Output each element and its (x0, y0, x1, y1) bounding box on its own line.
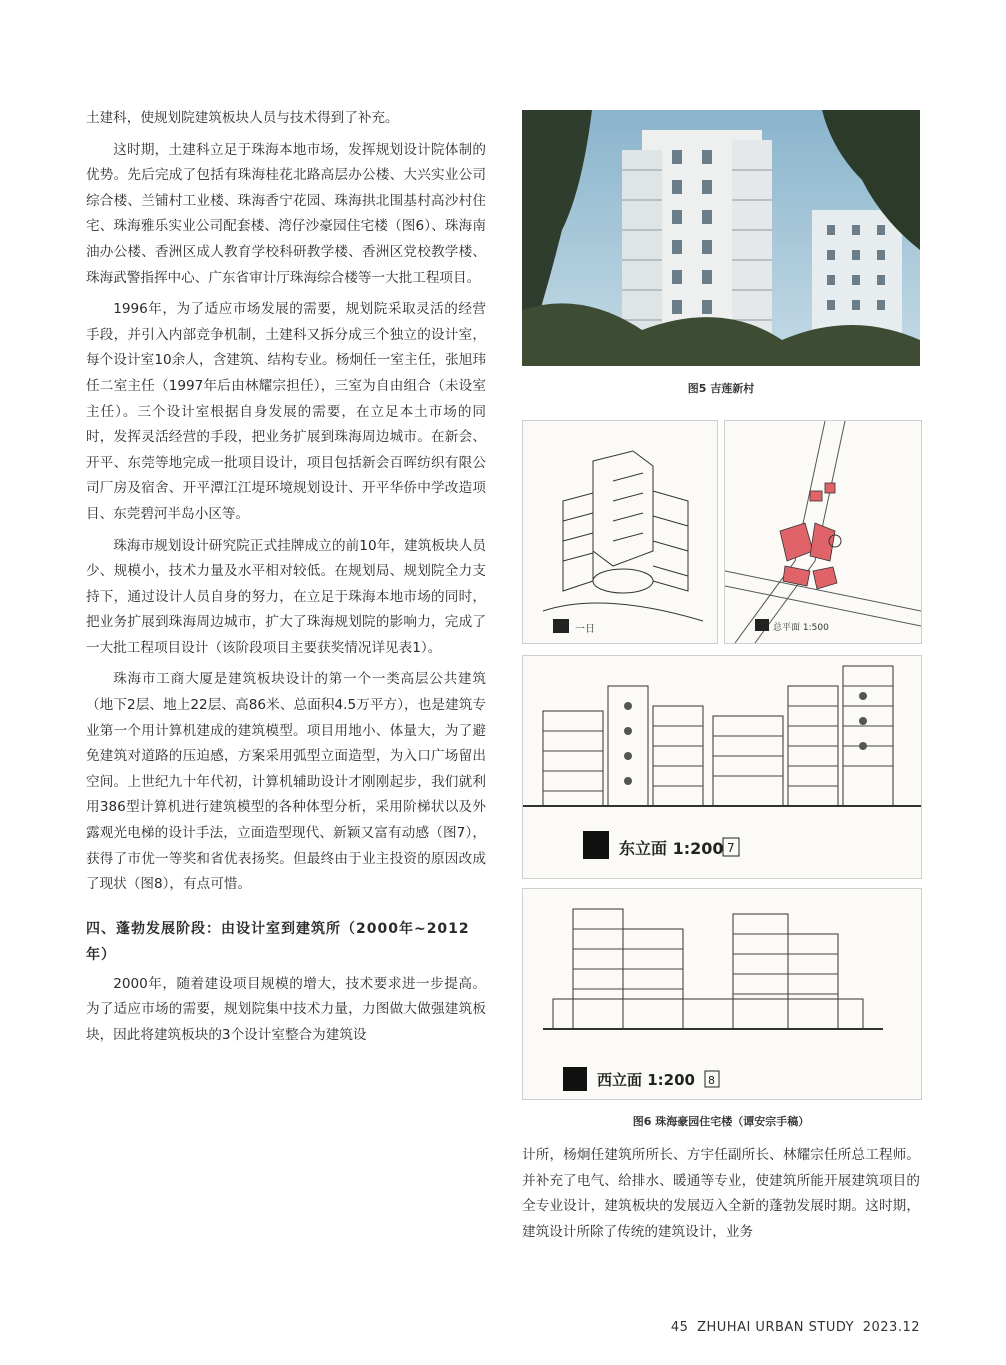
figure-5-photo (522, 110, 920, 366)
figure-6-caption: 图6 珠海豪园住宅楼（谭安宗手稿） (632, 1115, 810, 1128)
figure-6-perspective-sketch (522, 420, 718, 644)
section-paragraph: 2000年，随着建设项目规模的增大，技术要求进一步提高。为了适应市场的需要，规划院集中技术力量，力图做大做强建筑板块，因此将建筑板块的3个设计室整合为建筑设 (86, 975, 486, 1043)
perspective-label: 一日 (575, 624, 595, 635)
figure-6-west-elevation-sketch (522, 888, 922, 1100)
figure-5-caption: 图5 吉莲新村 (687, 382, 755, 395)
west-elevation-number: 8 (708, 1074, 715, 1087)
issue-date: 2023.12 (862, 1320, 920, 1335)
page-number: 45 (670, 1320, 689, 1335)
paragraph-4: 珠海市规划设计研究院正式挂牌成立的前10年，建筑板块人员少、规模小，技术力量及水平相对较低。在规划局、规划院全力支持下，通过设计人员自身的努力，在立足于珠海本地市场的同时，把业务扩展到珠海周边城市，扩大了珠海规划院的影响力，完成了一大批工程项目设计（该阶段项目主要获奖情况详见表1）。 (86, 537, 486, 656)
paragraph-2: 这时期，土建科立足于珠海本地市场，发挥规划设计院体制的优势。先后完成了包括有珠海桂花北路高层办公楼、大兴实业公司综合楼、兰铺村工业楼、珠海香宁花园、珠海拱北围基村高沙村住宅、珠海雅乐实业公司配套楼、湾仔沙豪园住宅楼（图6）、珠海南油办公楼、香洲区成人教育学校科研教学楼、香洲区党校教学楼、珠海武警指挥中心、广东省审计厅珠海综合楼等一大批工程项目。 (86, 141, 486, 286)
right-paragraph: 计所，杨炯任建筑所所长、方宇任副所长、林耀宗任所总工程师。并补充了电气、给排水、暖通等专业，使建筑所能开展建筑项目的全专业设计，建筑板块的发展迈入全新的蓬勃发展时期。这时期，建筑设计所除了传统的建筑设计，业务 (522, 1147, 920, 1240)
paragraph-3: 1996年，为了适应市场发展的需要，规划院采取灵活的经营手段，并引入内部竞争机制，土建科又拆分成三个独立的设计室，每个设计室10余人，含建筑、结构专业。杨炯任一室主任，张旭玮任二室主任（1997年后由林耀宗担任），三室为自由组合（未设室主任）。三个设计室根据自身发展的需要，在立足本土市场的同时，发挥灵活经营的手段，把业务扩展到珠海周边城市。在新会、开平、东莞等地完成一批项目设计，项目包括新会百晖纺织有限公司厂房及宿舍、开平潭江江堤环境规划设计、开平华侨中学改造项目、东莞碧河半岛小区等。 (86, 301, 486, 522)
page-footer (667, 1320, 920, 1335)
section-heading: 四、蓬勃发展阶段：由设计室到建筑所（2000年~2012年） (86, 920, 470, 963)
paragraph-1: 土建科，使规划院建筑板块人员与技术得到了补充。 (86, 110, 399, 126)
figure-6-east-elevation-sketch (522, 655, 922, 879)
paragraph-5: 珠海市工商大厦是建筑板块设计的第一个一类高层公共建筑（地下2层、地上22层、高86米、总面积4.5万平方），也是建筑专业第一个用计算机建成的建筑模型。项目用地小、体量大，为了避免建筑对道路的压迫感，方案采用弧型立面造型，为入口广场留出空间。上世纪九十年代初，计算机辅助设计才刚刚起步，我们就利用386型计算机进行建筑模型的各种体型分析，采用阶梯状以及外露观光电梯的设计手法，立面造型现代、新颖又富有动感（图7），获得了市优一等奖和省优表扬奖。但最终由于业主投资的原因改成了现状（图8），有点可惜。 (86, 671, 486, 893)
east-elevation-label: 东立面 1:200 (619, 839, 724, 858)
journal-name: ZHUHAI URBAN STUDY (697, 1320, 855, 1335)
right-column-text (522, 1143, 920, 1251)
east-elevation-number: 7 (727, 841, 735, 855)
site-plan-label: 总平面 1:500 (773, 623, 829, 633)
left-column (86, 106, 486, 1055)
figure-6-site-plan-sketch (724, 420, 922, 644)
west-elevation-label: 西立面 1:200 (597, 1071, 695, 1089)
